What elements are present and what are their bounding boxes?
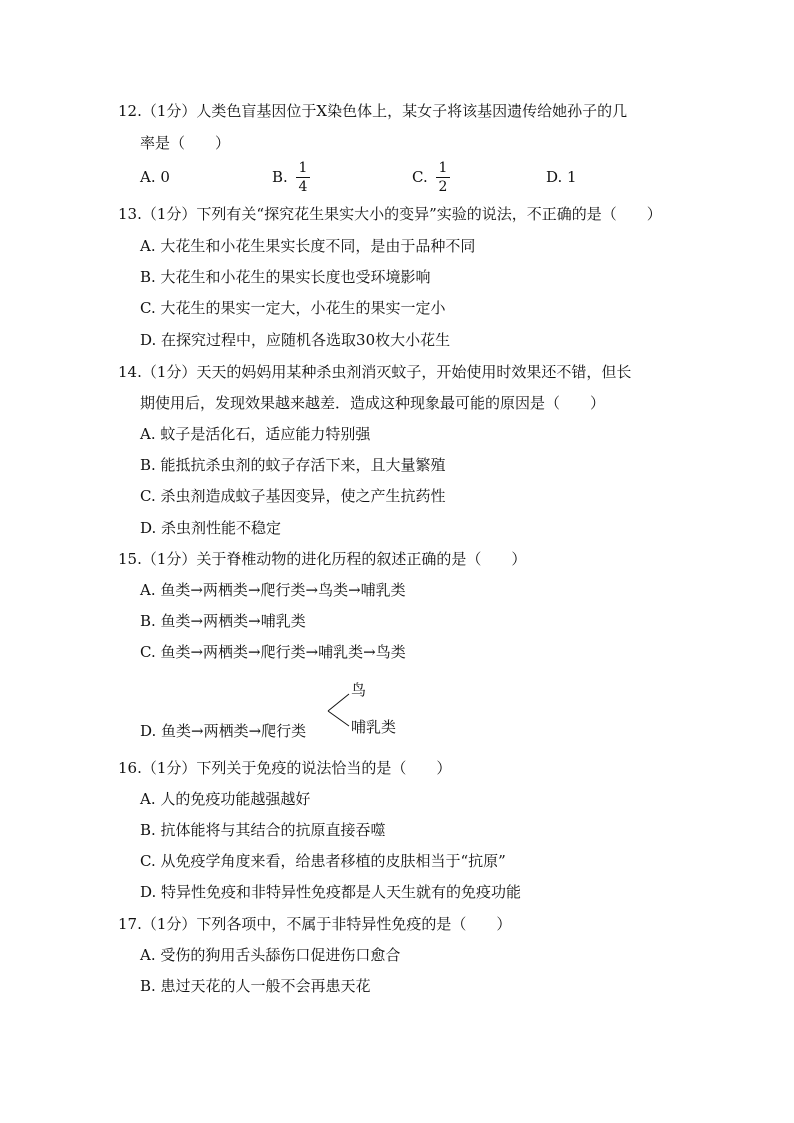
q12-option-b-numerator: 1 [298, 160, 308, 176]
q12-option-a: A. 0 [140, 168, 170, 186]
q15-option-b: B. 鱼类→两栖类→哺乳类 [140, 612, 306, 630]
q15-branch-bottom-label: 哺乳类 [351, 718, 397, 736]
q15-branch-line-upper [328, 694, 349, 711]
q12-option-c-numerator: 1 [438, 160, 448, 176]
q12-option-b-label: B. [272, 168, 288, 186]
q13-option-c: C. 大花生的果实一定大，小花生的果实一定小 [140, 299, 446, 317]
q14-option-b: B. 能抵抗杀虫剂的蚊子存活下来，且大量繁殖 [140, 456, 446, 474]
q15-option-d: D. 鱼类→两栖类→爬行类 [140, 722, 307, 740]
q14-option-d: D. 杀虫剂性能不稳定 [140, 519, 282, 537]
q13-option-a: A. 大花生和小花生果实长度不同，是由于品种不同 [140, 237, 476, 255]
q12-option-c-label: C. [412, 168, 428, 186]
q14-option-c: C. 杀虫剂造成蚊子基因变异，使之产生抗药性 [140, 487, 446, 505]
q14-stem-line1: 14.（1分）天天的妈妈用某种杀虫剂消灭蚊子，开始使用时效果还不错，但长 [118, 363, 632, 381]
q15-option-a: A. 鱼类→两栖类→爬行类→鸟类→哺乳类 [140, 581, 406, 599]
q15-stem: 15.（1分）关于脊椎动物的进化历程的叙述正确的是（ ） [118, 550, 527, 568]
q15-option-c: C. 鱼类→两栖类→爬行类→哺乳类→鸟类 [140, 643, 406, 661]
q17-option-a: A. 受伤的狗用舌头舔伤口促进伤口愈合 [140, 946, 401, 964]
q12-stem-line2: 率是（ ） [140, 134, 231, 152]
q13-stem: 13.（1分）下列有关“探究花生果实大小的变异”实验的说法，不正确的是（ ） [118, 205, 662, 223]
q12-stem-line1: 12.（1分）人类色盲基因位于X染色体上，某女子将该基因遗传给她孙子的几 [118, 102, 628, 120]
q12-option-c-denominator: 2 [438, 179, 448, 195]
q14-stem-line2: 期使用后，发现效果越来越差．造成这种现象最可能的原因是（ ） [140, 394, 606, 412]
q17-option-b: B. 患过天花的人一般不会再患天花 [140, 977, 371, 995]
q13-option-b: B. 大花生和小花生的果实长度也受环境影响 [140, 268, 431, 286]
q16-option-a: A. 人的免疫功能越强越好 [140, 790, 311, 808]
q15-branch-top-label: 鸟 [351, 681, 367, 699]
q12-option-d: D. 1 [546, 168, 577, 186]
q15-branch-line-lower [328, 711, 349, 726]
q16-option-d: D. 特异性免疫和非特异性免疫都是人天生就有的免疫功能 [140, 883, 522, 901]
q13-option-d: D. 在探究过程中，应随机各选取30枚大小花生 [140, 331, 451, 349]
q14-option-a: A. 蚊子是活化石，适应能力特别强 [140, 425, 371, 443]
q16-stem: 16.（1分）下列关于免疫的说法恰当的是（ ） [118, 759, 452, 777]
q16-option-c: C. 从免疫学角度来看，给患者移植的皮肤相当于“抗原” [140, 852, 506, 870]
q17-stem: 17.（1分）下列各项中，不属于非特异性免疫的是（ ） [118, 915, 512, 933]
q12-option-b-denominator: 4 [298, 179, 308, 195]
q16-option-b: B. 抗体能将与其结合的抗原直接吞噬 [140, 821, 386, 839]
